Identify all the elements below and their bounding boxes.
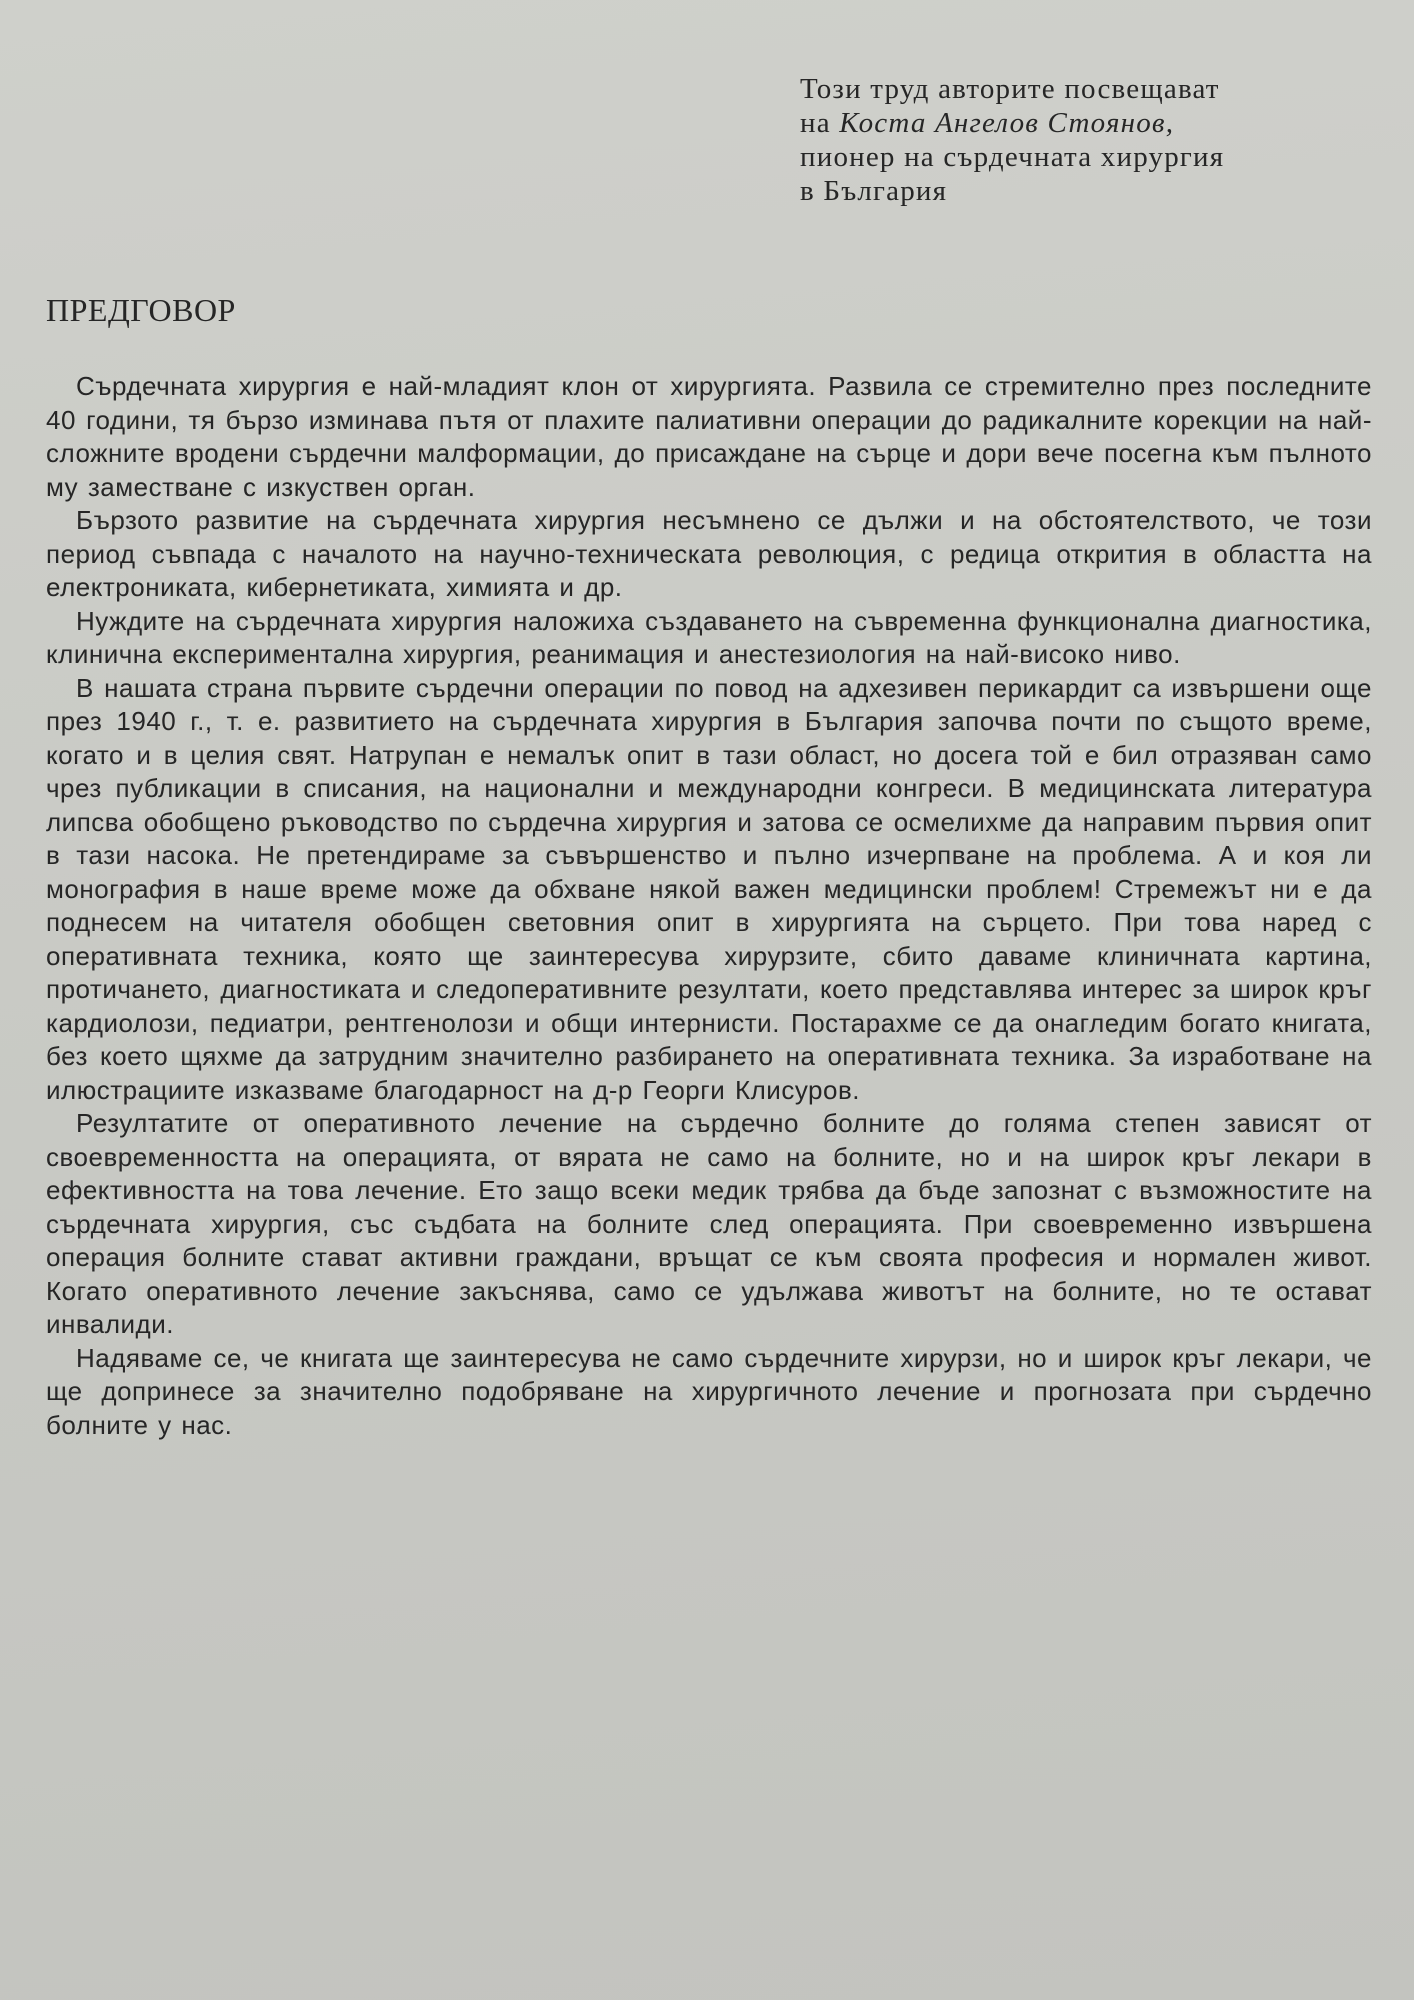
section-title: ПРЕДГОВОР <box>46 292 236 328</box>
dedication-line-3: пионер на сърдечната хирургия <box>800 141 1225 173</box>
dedication <box>800 72 1380 208</box>
paragraph: Нуждите на сърдечната хирургия наложиха създаването на съвременна функционална диагностика, клинична експериментална хирургия, реанимация и анестезиология на най-високо ниво. <box>46 605 1372 669</box>
paragraph: Бързото развитие на сърдечната хирургия несъмнено се дължи и на обстоятелството, че този период съвпада с началото на научно-техническата революция, с редица открития в областта на електрониката, кибернетиката, химията и др. <box>46 505 1372 602</box>
dedication-line-4: в България <box>800 175 948 207</box>
paragraph: Надяваме се, че книгата ще заинтересува не само сърдечните хирурзи, но и широк кръг лекари, че ще допринесе за значително подобряване на хирургичното лечение и прогнозата при сърдечно болните у нас. <box>46 1342 1372 1440</box>
dedication-line-2 <box>800 106 1380 140</box>
paragraph: Сърдечната хирургия е най-младият клон от хирургията. Развила се стремително през последните 40 години, тя бързо изминава пътя от плахите палиативни операции до радикалните корекции на най-сложните вродени сърдечни малформации, до присаждане на сърце и дори вече посегна към пълното му заместване с изкуствен орган. <box>46 371 1372 502</box>
dedication-line-1: Този труд авторите посвещават <box>800 73 1220 105</box>
preface-body <box>46 370 1372 1442</box>
paragraph: В нашата страна първите сърдечни операции по повод на адхезивен перикардит са извършени още през 1940 г., т. е. развитието на сърдечната хирургия в България започва почти по същото време, когато и в целия свят. Натрупан е немалък опит в тази област, но досега той е бил отразяван само чрез публикации в списания, на национални и международни конгреси. В медицинската литература липсва обобщено ръководство по сърдечна хирургия и затова се осмелихме да направим първия опит в тази насока. Не претендираме за съвършенство и пълно изчерпване на проблема. А и коя ли монография в наше време може да обхване някой важен медицински проблем! Стремежът ни е да поднесем на читателя обобщен световния опит в хирургията на сърцето. При това наред с оперативната техника, която ще заинтересува хирурзите, сбито даваме клиничната картина, протичането, диагностиката и следоперативните резултати, което представлява интерес за широк кръг кардиолози, педиатри, рентгенолози и общи интернисти. Постарахме се да онагледим богато книгата, без което щяхме да затрудним значително разбирането на оперативната техника. За изработване на илюстрациите изказваме благодарност на д-р Георги Клисуров. <box>46 672 1372 1105</box>
paragraph: Резултатите от оперативното лечение на сърдечно болните до голяма степен зависят от своевременността на операцията, от вярата не само на болните, но и на широк кръг лекари в ефективността на това лечение. Ето защо всеки медик трябва да бъде запознат с възможностите на сърдечната хирургия, със съдбата на болните след операцията. При своевременно извършена операция болните стават активни граждани, връщат се към своята професия и нормален живот. Когато оперативното лечение закъснява, само се удължава животът на болните, но те остават инвалиди. <box>46 1108 1372 1339</box>
dedicatee-name: Коста Ангелов Стоянов, <box>839 107 1175 139</box>
dedication-line-2-prefix: на <box>800 107 840 139</box>
